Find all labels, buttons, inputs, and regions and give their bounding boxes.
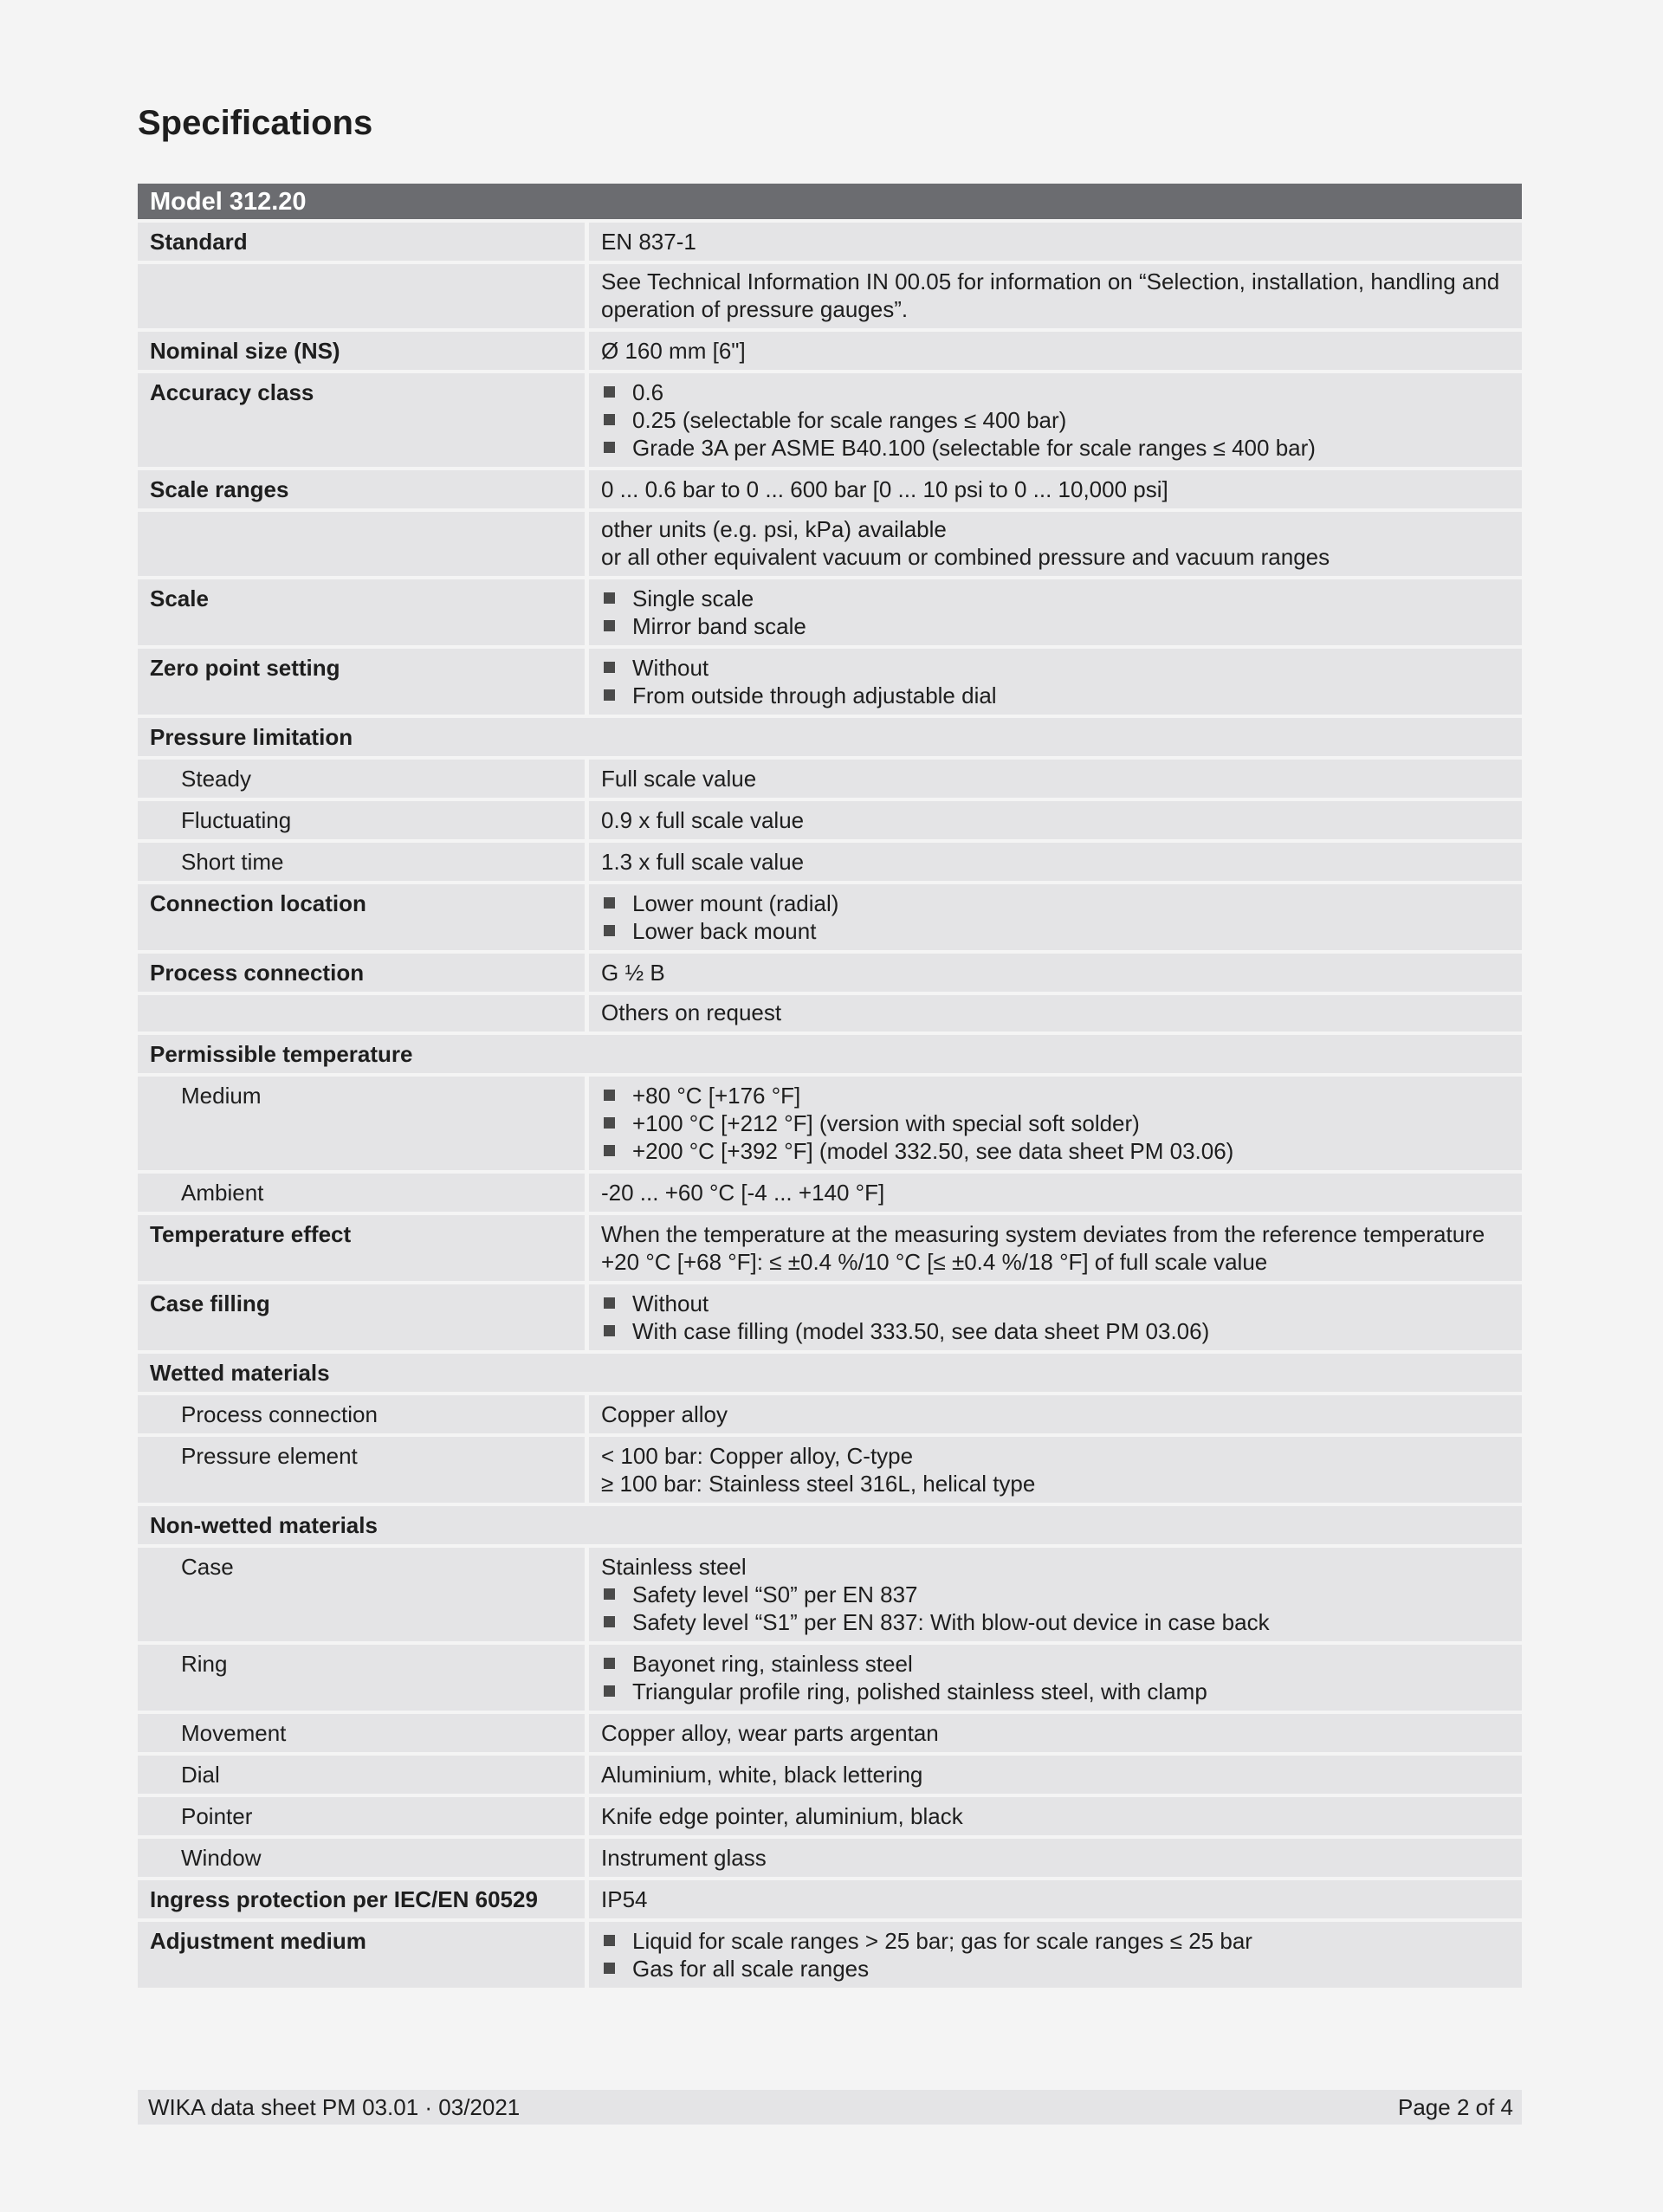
row-label: Pointer	[138, 1797, 589, 1835]
row-label: Medium	[138, 1077, 589, 1170]
value-line: Copper alloy	[601, 1401, 728, 1427]
table-row	[138, 1395, 1522, 1433]
row-value	[589, 1215, 1522, 1281]
row-value	[589, 649, 1522, 715]
table-row	[138, 760, 1522, 798]
footer-document-id: WIKA data sheet PM 03.01 · 03/2021	[148, 2094, 521, 2120]
row-label: Case filling	[138, 1284, 589, 1350]
value-line: EN 837-1	[601, 229, 696, 255]
square-bullet-item: Mirror band scale	[601, 612, 1510, 640]
value-line: -20 ... +60 °C [-4 ... +140 °F]	[601, 1180, 885, 1206]
table-row	[138, 512, 1522, 576]
row-label: Pressure element	[138, 1437, 589, 1503]
row-value	[589, 1077, 1522, 1170]
table-row	[138, 579, 1522, 645]
table-row	[138, 1756, 1522, 1794]
row-value	[589, 1645, 1522, 1711]
row-value	[589, 1839, 1522, 1877]
value-line: < 100 bar: Copper alloy, C-type	[601, 1443, 914, 1469]
row-label: Ambient	[138, 1174, 589, 1212]
table-row	[138, 1797, 1522, 1835]
square-bullet-item: Gas for all scale ranges	[601, 1955, 1510, 1982]
specifications-table	[138, 180, 1522, 1991]
table-row	[138, 1645, 1522, 1711]
row-label: Ingress protection per IEC/EN 60529	[138, 1880, 589, 1918]
row-value	[589, 1880, 1522, 1918]
table-row	[138, 1506, 1522, 1544]
value-line: Ø 160 mm [6"]	[601, 338, 746, 364]
square-bullet-item: 0.25 (selectable for scale ranges ≤ 400 bar)	[601, 406, 1510, 434]
square-bullet-item: +100 °C [+212 °F] (version with special soft solder)	[601, 1109, 1510, 1137]
table-row	[138, 332, 1522, 370]
row-value	[589, 1756, 1522, 1794]
row-label: Accuracy class	[138, 373, 589, 467]
row-value	[589, 843, 1522, 881]
table-row	[138, 843, 1522, 881]
row-label: Movement	[138, 1714, 589, 1752]
square-bullet-item: Bayonet ring, stainless steel	[601, 1650, 1510, 1678]
row-label: Scale ranges	[138, 470, 589, 508]
value-line: Aluminium, white, black lettering	[601, 1762, 923, 1788]
row-label: Nominal size (NS)	[138, 332, 589, 370]
square-bullet-item: With case filling (model 333.50, see data sheet PM 03.06)	[601, 1317, 1510, 1345]
value-line: Copper alloy, wear parts argentan	[601, 1720, 939, 1746]
square-bullet-item: Lower back mount	[601, 917, 1510, 945]
square-bullet-item: Lower mount (radial)	[601, 889, 1510, 917]
row-label: Process connection	[138, 954, 589, 992]
square-bullet-item: Triangular profile ring, polished stainless steel, with clamp	[601, 1678, 1510, 1705]
row-value	[589, 1922, 1522, 1988]
table-row	[138, 1880, 1522, 1918]
row-label	[138, 264, 589, 328]
row-value	[589, 470, 1522, 508]
table-row	[138, 1284, 1522, 1350]
row-value	[589, 801, 1522, 839]
square-bullet-item: Safety level “S0” per EN 837	[601, 1581, 1510, 1608]
value-line: 1.3 x full scale value	[601, 849, 805, 875]
row-label	[138, 995, 589, 1032]
table-row	[138, 801, 1522, 839]
value-line: When the temperature at the measuring system deviates from the reference temperature	[601, 1221, 1485, 1247]
value-line: operation of pressure gauges”.	[601, 296, 909, 322]
table-row	[138, 223, 1522, 261]
value-line: or all other equivalent vacuum or combined pressure and vacuum ranges	[601, 544, 1330, 570]
square-bullet-item: From outside through adjustable dial	[601, 682, 1510, 709]
value-line: +20 °C [+68 °F]: ≤ ±0.4 %/10 °C [≤ ±0.4 %/18 °F] of full scale value	[601, 1249, 1268, 1275]
section-heading: Pressure limitation	[138, 718, 1522, 756]
row-value	[589, 1437, 1522, 1503]
row-label: Fluctuating	[138, 801, 589, 839]
row-label: Process connection	[138, 1395, 589, 1433]
row-label: Adjustment medium	[138, 1922, 589, 1988]
table-row	[138, 373, 1522, 467]
table-row	[138, 1354, 1522, 1392]
table-row	[138, 1922, 1522, 1988]
square-bullet-item: Single scale	[601, 585, 1510, 612]
value-line: IP54	[601, 1886, 648, 1912]
value-line: Stainless steel	[601, 1554, 747, 1580]
footer-page-number: Page 2 of 4	[1398, 2094, 1513, 2120]
section-heading: Non-wetted materials	[138, 1506, 1522, 1544]
table-row	[138, 1839, 1522, 1877]
value-line: G ½ B	[601, 960, 665, 986]
row-label: Case	[138, 1548, 589, 1641]
value-line: Knife edge pointer, aluminium, black	[601, 1803, 963, 1829]
table-row	[138, 1437, 1522, 1503]
value-line: 0 ... 0.6 bar to 0 ... 600 bar [0 ... 10 psi to 0 ... 10,000 psi]	[601, 476, 1168, 502]
row-value	[589, 264, 1522, 328]
row-value	[589, 1548, 1522, 1641]
table-row	[138, 649, 1522, 715]
table-row	[138, 1035, 1522, 1073]
row-value	[589, 954, 1522, 992]
table-row	[138, 470, 1522, 508]
row-value	[589, 760, 1522, 798]
table-row	[138, 1548, 1522, 1641]
row-label: Window	[138, 1839, 589, 1877]
row-label: Standard	[138, 223, 589, 261]
value-line: Instrument glass	[601, 1845, 767, 1871]
table-row	[138, 954, 1522, 992]
row-label: Connection location	[138, 884, 589, 950]
row-value	[589, 1797, 1522, 1835]
square-bullet-item: +200 °C [+392 °F] (model 332.50, see data sheet PM 03.06)	[601, 1137, 1510, 1165]
row-value	[589, 1174, 1522, 1212]
table-row	[138, 1174, 1522, 1212]
row-value	[589, 995, 1522, 1032]
page-title: Specifications	[138, 104, 373, 142]
table-row	[138, 264, 1522, 328]
row-value	[589, 512, 1522, 576]
row-label: Dial	[138, 1756, 589, 1794]
row-value	[589, 1714, 1522, 1752]
row-value	[589, 1395, 1522, 1433]
table-row	[138, 1215, 1522, 1281]
table-row	[138, 1077, 1522, 1170]
square-bullet-item: Without	[601, 1290, 1510, 1317]
table-row	[138, 718, 1522, 756]
row-label: Ring	[138, 1645, 589, 1711]
square-bullet-item: Safety level “S1” per EN 837: With blow-out device in case back	[601, 1608, 1510, 1636]
page-footer	[138, 2090, 1522, 2125]
row-value	[589, 332, 1522, 370]
row-label: Steady	[138, 760, 589, 798]
row-value	[589, 884, 1522, 950]
value-line: See Technical Information IN 00.05 for information on “Selection, installation, handling and	[601, 268, 1500, 294]
table-row	[138, 995, 1522, 1032]
specifications-body	[138, 223, 1522, 1988]
value-line: Full scale value	[601, 766, 757, 792]
row-value	[589, 1284, 1522, 1350]
row-label: Scale	[138, 579, 589, 645]
section-heading: Permissible temperature	[138, 1035, 1522, 1073]
table-header-row	[138, 184, 1522, 219]
row-value	[589, 223, 1522, 261]
row-value	[589, 373, 1522, 467]
square-bullet-item: Grade 3A per ASME B40.100 (selectable for scale ranges ≤ 400 bar)	[601, 434, 1510, 462]
row-value	[589, 579, 1522, 645]
value-line: Others on request	[601, 999, 782, 1025]
square-bullet-item: Liquid for scale ranges > 25 bar; gas for scale ranges ≤ 25 bar	[601, 1927, 1510, 1955]
row-label: Zero point setting	[138, 649, 589, 715]
row-label	[138, 512, 589, 576]
square-bullet-item: 0.6	[601, 378, 1510, 406]
model-header: Model 312.20	[138, 184, 1522, 219]
row-label: Short time	[138, 843, 589, 881]
table-row	[138, 884, 1522, 950]
table-row	[138, 1714, 1522, 1752]
value-line: ≥ 100 bar: Stainless steel 316L, helical type	[601, 1471, 1036, 1497]
value-line: other units (e.g. psi, kPa) available	[601, 516, 947, 542]
value-line: 0.9 x full scale value	[601, 807, 805, 833]
row-label: Temperature effect	[138, 1215, 589, 1281]
square-bullet-item: Without	[601, 654, 1510, 682]
square-bullet-item: +80 °C [+176 °F]	[601, 1082, 1510, 1109]
section-heading: Wetted materials	[138, 1354, 1522, 1392]
